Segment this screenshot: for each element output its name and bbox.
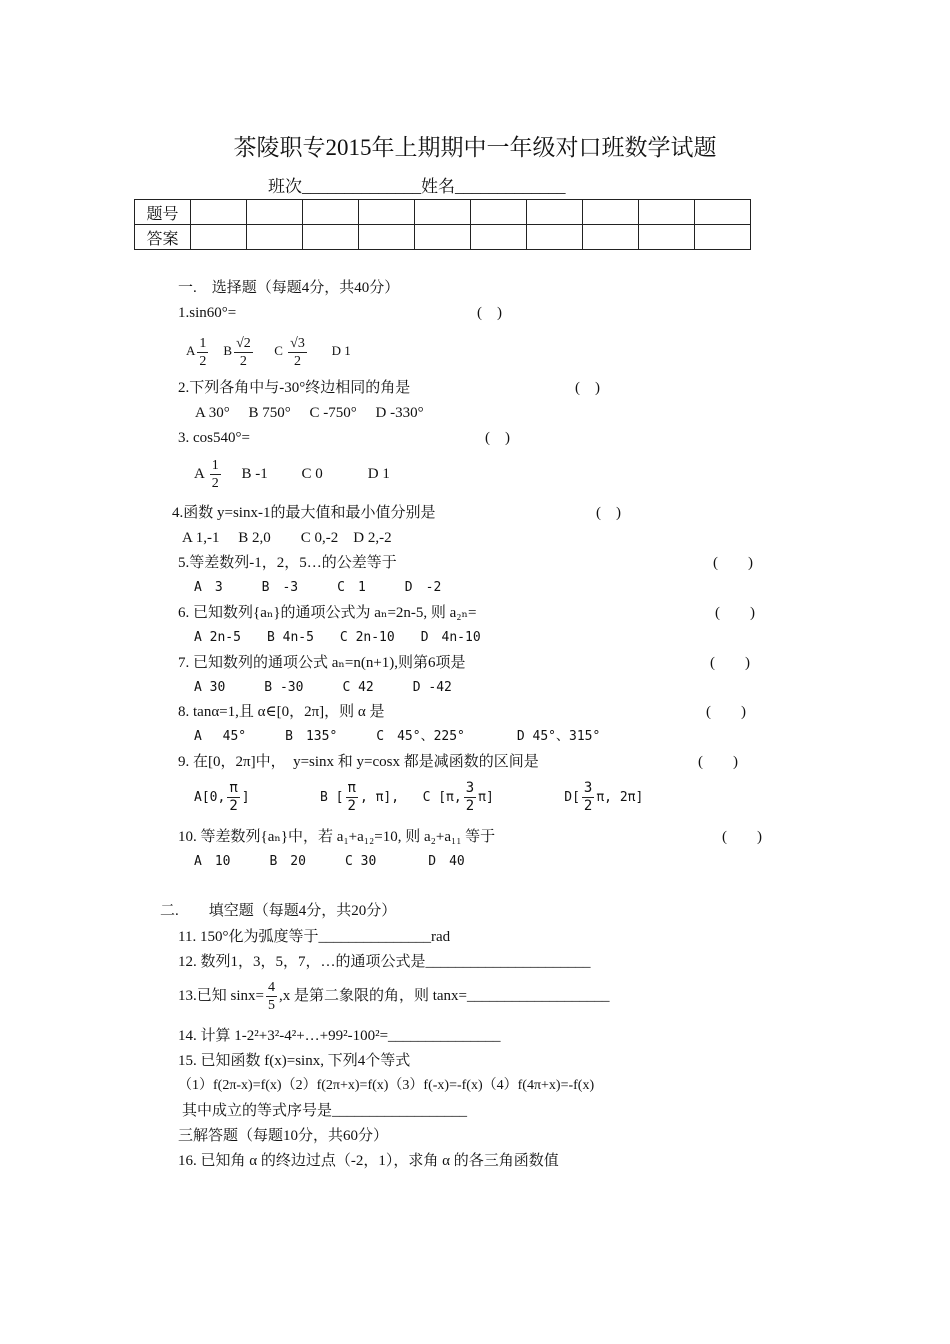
question-11: 11. 150°化为弧度等于_______________rad (178, 929, 451, 945)
answer-cell[interactable] (415, 225, 471, 250)
page-title: 茶陵职专2015年上期期中一年级对口班数学试题 (233, 135, 717, 160)
q7-paren: ( ) (710, 655, 750, 671)
q4-options: A 1,-1 B 2,0 C 0,-2 D 2,-2 (182, 530, 392, 546)
question-6: 6. 已知数列{aₙ}的通项公式为 aₙ=2n-5, 则 a₂ₙ= (178, 605, 477, 621)
answer-cell[interactable] (639, 200, 695, 225)
table-row (135, 225, 751, 250)
answer-cell[interactable] (247, 225, 303, 250)
answer-cell[interactable] (583, 225, 639, 250)
answer-cell[interactable] (247, 200, 303, 225)
q10-paren: ( ) (722, 829, 762, 845)
question-14: 14. 计算 1-2²+3²-4²+…+99²-100²=_______________ (178, 1028, 501, 1044)
q9-paren: ( ) (698, 754, 738, 770)
answer-cell[interactable] (527, 200, 583, 225)
section-1-heading: 一. 选择题（每题4分，共40分） (178, 280, 400, 296)
answer-cell[interactable] (303, 200, 359, 225)
table-row (135, 200, 751, 225)
row-header-answer: 答案 (135, 225, 191, 250)
answer-cell[interactable] (191, 225, 247, 250)
question-4: 4.函数 y=sinx-1的最大值和最小值分别是 (172, 505, 436, 521)
question-8: 8. tanα=1,且 α∈[0，2π]，则 α 是 (178, 704, 385, 720)
question-2: 2.下列各角中与-30°终边相同的角是 (178, 380, 411, 396)
q1-options: A $\frac{1}{2}$ B $\frac{√2}{2}$ C $\frac{√3}{2}$ D 1 (186, 335, 351, 369)
question-12: 12. 数列1，3，5，7，…的通项公式是______________________ (178, 954, 591, 970)
question-3: 3. cos540°= (178, 430, 250, 446)
row-header-number: 题号 (135, 200, 191, 225)
answer-cell[interactable] (639, 225, 695, 250)
q15-equations: （1）f(2π-x)=f(x)（2）f(2π+x)=f(x)（3）f(-x)=-f(x)（4）f(4π+x)=-f(x) (178, 1078, 595, 1093)
q1-paren: ( ) (477, 305, 502, 321)
answer-cell[interactable] (695, 225, 751, 250)
section-3-heading: 三解答题（每题10分，共60分） (178, 1128, 389, 1144)
q7-options: A 30 B -30 C 42 D -42 (194, 680, 452, 695)
q4-paren: ( ) (596, 505, 621, 521)
answer-cell[interactable] (359, 225, 415, 250)
q2-paren: ( ) (575, 380, 600, 396)
answer-cell[interactable] (359, 200, 415, 225)
class-name-line: 班次______________姓名_____________ (268, 177, 566, 196)
answer-cell[interactable] (415, 200, 471, 225)
answer-cell[interactable] (191, 200, 247, 225)
q9-options: A[0, $\frac{\pi}{2}$ ] B [ $\frac{\pi}{2}$ , π], C [π, $\frac{3}{2}$ π] D[ $\frac{3}{2}$ π, 2π] (194, 780, 644, 814)
question-13: 13.已知 sinx= $\frac{4}{5}$ ,x 是第二象限的角，则 tanx=___________________ (178, 980, 610, 1014)
q8-paren: ( ) (706, 704, 746, 720)
question-10: 10. 等差数列{aₙ}中，若 a₁+a₁₂=10, 则 a₂+a₁₁ 等于 (178, 829, 496, 845)
answer-cell[interactable] (583, 200, 639, 225)
q6-paren: ( ) (715, 605, 755, 621)
q5-options: A 3 B -3 C 1 D -2 (194, 580, 442, 595)
answer-cell[interactable] (527, 225, 583, 250)
question-15: 15. 已知函数 f(x)=sinx, 下列4个等式 (178, 1053, 411, 1069)
q3-paren: ( ) (485, 430, 510, 446)
q3-options: A $\frac{1}{2}$ B -1 C 0 D 1 (194, 458, 390, 492)
q5-paren: ( ) (713, 555, 753, 571)
q10-options: A 10 B 20 C 30 D 40 (194, 854, 465, 869)
answer-cell[interactable] (471, 225, 527, 250)
question-7: 7. 已知数列的通项公式 aₙ=n(n+1),则第6项是 (178, 655, 466, 671)
question-5: 5.等差数列-1，2，5…的公差等于 (178, 555, 397, 571)
q8-options: A 45° B 135° C 45°、225° D 45°、315° (194, 729, 601, 744)
question-1: 1.sin60°= (178, 305, 237, 321)
answer-table (134, 199, 751, 250)
answer-cell[interactable] (303, 225, 359, 250)
question-16: 16. 已知角 α 的终边过点（-2，1），求角 α 的各三角函数值 (178, 1153, 559, 1169)
section-2-heading: 二. 填空题（每题4分，共20分） (160, 903, 397, 919)
answer-cell[interactable] (471, 200, 527, 225)
q15-answer-line: 其中成立的等式序号是__________________ (182, 1103, 468, 1119)
q2-options: A 30° B 750° C -750° D -330° (195, 405, 424, 421)
q6-options: A 2n-5 B 4n-5 C 2n-10 D 4n-10 (194, 630, 481, 645)
answer-cell[interactable] (695, 200, 751, 225)
question-9: 9. 在[0，2π]中， y=sinx 和 y=cosx 都是减函数的区间是 (178, 754, 539, 770)
